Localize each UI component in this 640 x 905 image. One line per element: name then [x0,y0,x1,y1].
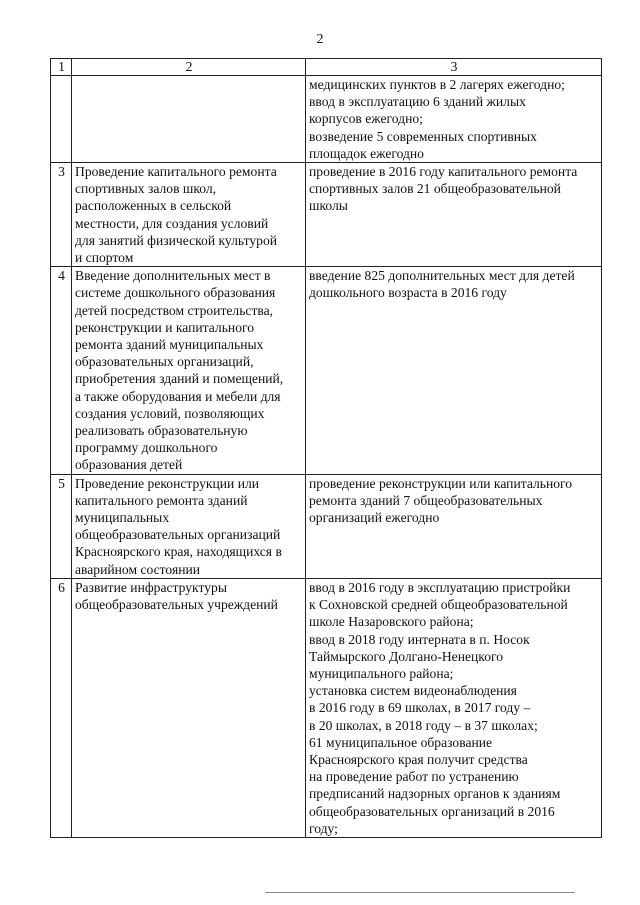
cell-text-line: капитального ремонта зданий [75,492,248,508]
row-number: 5 [51,474,72,578]
header-row [51,59,602,76]
cell-text-line: местности, для создания условий [75,215,269,231]
measure-result-cell [306,163,602,267]
cell-text-line: системе дошкольного образования [75,285,276,301]
measure-name-cell [72,267,306,474]
cell-text-line: на проведение работ по устранению [309,769,519,785]
measure-result-cell [306,267,602,474]
cell-text-line: реконструкции и капитального [75,319,255,335]
page-number: 2 [316,32,324,47]
table-row [51,578,602,837]
cell-text-line: Введение дополнительных мест в [75,268,271,284]
cell-text-line: создания условий, позволяющих [75,405,265,421]
cell-text-line: году; [309,820,338,836]
row-number: 4 [51,267,72,474]
row-number: 6 [51,578,72,837]
cell-text-line: приобретения зданий и помещений, [75,371,284,387]
row-number [51,76,72,163]
cell-text-line: корпусов ежегодно; [309,111,423,127]
table-row [51,163,602,267]
cell-text-line: общеобразовательных организаций в 2016 [309,803,555,819]
cell-text-line: Развитие инфраструктуры [75,579,227,595]
cell-text-line: и спортом [75,250,134,266]
cell-text-line: проведение в 2016 году капитального ремонта [309,164,578,180]
cell-text-line: в 2016 году в 69 школах, в 2017 году – [309,700,531,716]
cell-text-line: проведение реконструкции или капитального [309,475,573,491]
cell-text-line: для занятий физической культурой [75,232,278,248]
row-number: 3 [51,163,72,267]
header-col-2: 2 [72,59,306,76]
measure-name-cell [72,76,306,163]
cell-text-line: дошкольного возраста в 2016 году [309,285,507,301]
cell-text-line: образования детей [75,457,183,473]
cell-text-line: спортивных залов школ, [75,181,217,197]
cell-text-line: школы [309,198,348,214]
measure-name-cell [72,163,306,267]
cell-text-line: возведение 5 современных спортивных [309,128,537,144]
cell-text-line: Красноярского края получит средства [309,751,528,767]
cell-text-line: Проведение реконструкции или [75,475,260,491]
measure-name-cell [72,474,306,578]
cell-text-line: Таймырского Долгано-Ненецкого [309,648,504,664]
measure-result-cell [306,474,602,578]
bottom-rule [265,892,575,893]
cell-text-line: установка систем видеонаблюдения [309,683,517,699]
cell-text-line: общеобразовательных учреждений [75,597,278,613]
cell-text-line: 61 муниципальное образование [309,734,493,750]
cell-text-line: школе Назаровского района; [309,614,474,630]
measures-table [50,58,602,838]
cell-text-line: образовательных организаций, [75,354,254,370]
table-body [51,76,602,838]
cell-text-line: реализовать образовательную [75,423,248,439]
cell-text-line: муниципальных [75,510,170,526]
cell-text-line: аварийном состоянии [75,561,201,577]
cell-text-line: в 20 школах, в 2018 году – в 37 школах; [309,717,538,733]
cell-text-line: общеобразовательных организаций [75,527,281,543]
cell-text-line: детей посредством строительства, [75,302,274,318]
cell-text-line: расположенных в сельской [75,198,232,214]
cell-text-line: муниципального района; [309,665,454,681]
cell-text-line: спортивных залов 21 общеобразовательной [309,181,561,197]
cell-text-line: площадок ежегодно [309,145,424,161]
cell-text-line: организаций ежегодно [309,510,440,526]
cell-text-line: ввод в 2018 году интерната в п. Носок [309,631,530,647]
measure-name-cell [72,578,306,837]
cell-text-line: введение 825 дополнительных мест для детей [309,268,575,284]
cell-text-line: ввод в 2016 году в эксплуатацию пристройки [309,579,571,595]
cell-text-line: к Сохновской средней общеобразовательной [309,597,568,613]
cell-text-line: ремонта зданий 7 общеобразовательных [309,492,543,508]
table-row [51,474,602,578]
cell-text-line: предписаний надзорных органов к зданиям [309,786,561,802]
cell-text-line: ремонта зданий муниципальных [75,337,264,353]
table-row [51,76,602,163]
table-row [51,267,602,474]
measure-result-cell [306,578,602,837]
header-col-1: 1 [51,59,72,76]
cell-text-line: программу дошкольного [75,440,218,456]
cell-text-line: Проведение капитального ремонта [75,164,277,180]
cell-text-line: медицинских пунктов в 2 лагерях ежегодно; [309,77,565,92]
measure-result-cell [306,76,602,163]
cell-text-line: Красноярского края, находящихся в [75,544,282,560]
header-col-3: 3 [306,59,602,76]
cell-text-line: ввод в эксплуатацию 6 зданий жилых [309,94,526,110]
cell-text-line: а также оборудования и мебели для [75,388,281,404]
